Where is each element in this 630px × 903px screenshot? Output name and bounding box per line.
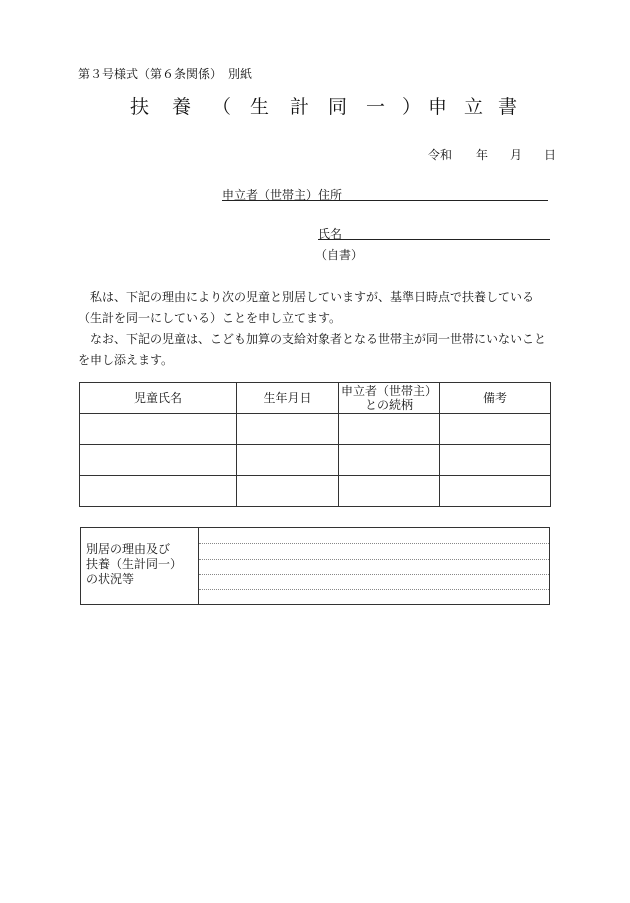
reason-writing-line[interactable] (199, 574, 549, 575)
reason-label-line3: の状況等 (86, 572, 135, 586)
date-day: 日 (544, 148, 557, 162)
table-row (80, 476, 551, 507)
table-row (80, 414, 551, 445)
title-char: 同 (328, 96, 348, 118)
date-year: 年 (476, 148, 489, 162)
address-line[interactable] (222, 200, 548, 201)
name-line[interactable] (318, 239, 550, 240)
cell-birthdate[interactable] (237, 414, 339, 445)
header-child-name: 児童氏名 (80, 383, 237, 414)
title-char: 扶 (130, 96, 150, 118)
header-birthdate: 生年月日 (237, 383, 339, 414)
reason-label (81, 528, 199, 604)
header-remarks: 備考 (440, 383, 551, 414)
cell-relationship[interactable] (339, 445, 440, 476)
reason-label-line1: 別居の理由及び (86, 542, 171, 556)
cell-relationship[interactable] (339, 414, 440, 445)
title-char: 一 (366, 96, 386, 118)
header-relationship-line2: との続柄 (364, 398, 413, 412)
name-label: 氏名 (318, 227, 343, 241)
title-char: 生 (250, 96, 270, 118)
reason-writing-line[interactable] (199, 543, 549, 544)
cell-remarks[interactable] (440, 414, 551, 445)
title-char: 立 (464, 96, 484, 118)
cell-child-name[interactable] (80, 414, 237, 445)
statement-paragraph (78, 287, 554, 371)
cell-birthdate[interactable] (237, 476, 339, 507)
reason-writing-line[interactable] (199, 559, 549, 560)
title-char: 申 (428, 96, 448, 118)
header-relationship-line1: 申立者（世帯主） (340, 384, 437, 398)
title-char: ） (402, 96, 422, 118)
reason-box (80, 527, 550, 605)
form-number: 第３号様式（第６条関係） 別紙 (78, 67, 253, 81)
header-relationship (339, 383, 440, 414)
date-month: 月 (510, 148, 523, 162)
signature-note: （自書） (315, 248, 364, 262)
statement-text-2: なお、下記の児童は、こども加算の支給対象者となる世帯主が同一世帯にいないことを申し添えます。 (78, 332, 547, 367)
title-char: 計 (290, 96, 310, 118)
cell-birthdate[interactable] (237, 445, 339, 476)
statement-text-1: 私は、下記の理由により次の児童と別居していますが、基準日時点で扶養している（生計を同一にしている）ことを申し立てます。 (78, 290, 535, 325)
table-row (80, 445, 551, 476)
cell-remarks[interactable] (440, 476, 551, 507)
cell-relationship[interactable] (339, 476, 440, 507)
date-era: 令和 (428, 148, 453, 162)
cell-child-name[interactable] (80, 476, 237, 507)
title-char: 書 (498, 96, 518, 118)
title-char: 養 (172, 96, 192, 118)
reason-writing-line[interactable] (199, 589, 549, 590)
address-label: 申立者（世帯主）住所 (222, 188, 343, 202)
cell-remarks[interactable] (440, 445, 551, 476)
table-header-row (80, 383, 551, 414)
cell-child-name[interactable] (80, 445, 237, 476)
reason-label-line2: 扶養（生計同一） (86, 557, 183, 571)
children-table (79, 382, 551, 507)
title-char: （ (212, 96, 232, 118)
